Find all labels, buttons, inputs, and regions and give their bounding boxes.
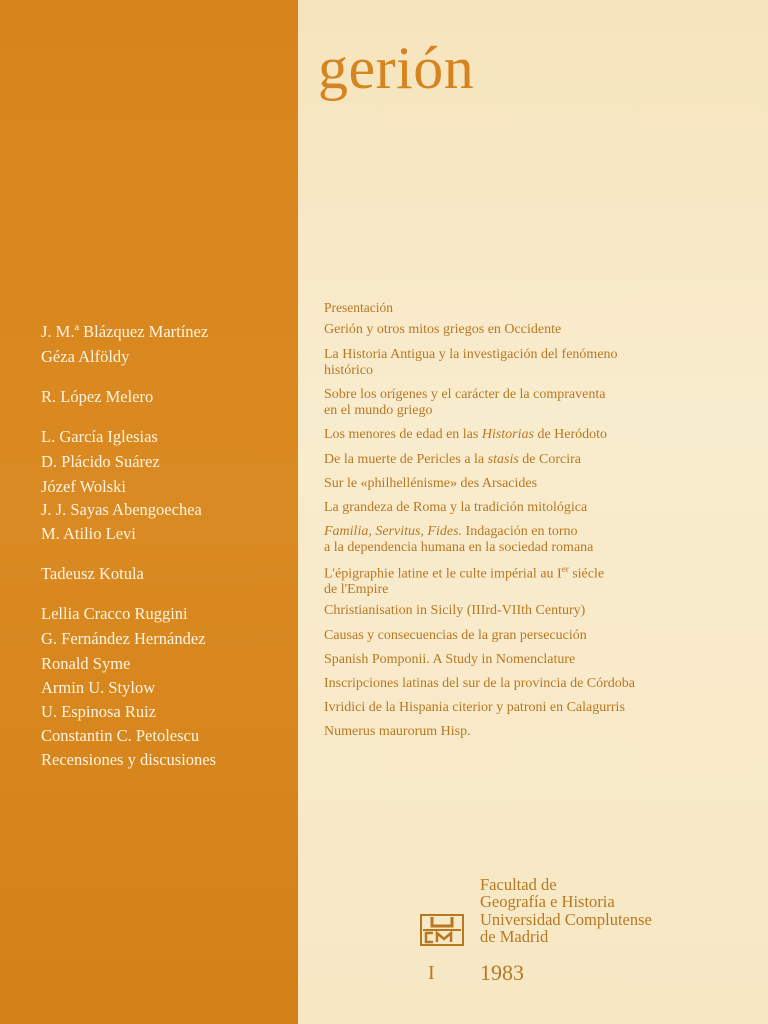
toc-entry-text: de Corcira bbox=[518, 452, 581, 467]
toc-entry-text: Los menores de edad en las bbox=[324, 427, 482, 442]
toc-entry-continuation: a la dependencia humana en la sociedad romana bbox=[324, 539, 594, 555]
toc-entry-continuation: histórico bbox=[324, 362, 373, 378]
publisher-block bbox=[480, 876, 652, 945]
toc-entry bbox=[324, 524, 734, 555]
section-reviews: Recensiones y discusiones bbox=[41, 750, 217, 769]
toc-entry bbox=[324, 452, 734, 468]
toc-entry bbox=[324, 564, 734, 598]
author-name: R. López Melero bbox=[41, 387, 154, 406]
toc-entry bbox=[324, 387, 734, 418]
toc-entry bbox=[324, 724, 734, 740]
toc-entry-text: Christianisation in Sicily (IIIrd-VIIth Century) bbox=[324, 603, 586, 618]
toc-entry-text: Sobre los orígenes y el carácter de la compraventa bbox=[324, 387, 606, 402]
publisher-line: Facultad de bbox=[480, 875, 557, 894]
author-name: D. Plácido Suárez bbox=[41, 452, 160, 471]
publication-year: 1983 bbox=[480, 960, 524, 985]
toc-entry-superscript: er bbox=[561, 564, 569, 574]
toc-entry bbox=[324, 476, 734, 492]
toc-entry bbox=[324, 700, 734, 716]
author-name: Constantin C. Petolescu bbox=[41, 726, 200, 745]
toc-entry-text: Numerus maurorum Hisp. bbox=[324, 724, 471, 739]
toc-entry bbox=[324, 676, 734, 692]
toc-presentation: Presentación bbox=[324, 300, 393, 315]
toc-entry-italic: Familia, Servitus, Fides. bbox=[324, 524, 463, 539]
publisher-line: Universidad Complutense bbox=[480, 909, 652, 929]
toc-entry bbox=[324, 652, 734, 668]
toc-entry-continuation: de l'Empire bbox=[324, 582, 389, 598]
toc-entry-text: Inscripciones latinas del sur de la provincia de Córdoba bbox=[324, 676, 636, 691]
author-name: Tadeusz Kotula bbox=[41, 564, 144, 583]
author-name: J. M.ª Blázquez Martínez bbox=[41, 322, 209, 341]
author-name: Armin U. Stylow bbox=[41, 678, 156, 697]
toc-entry-text: Sur le «philhellénisme» des Arsacides bbox=[324, 476, 538, 491]
volume-number: I bbox=[428, 962, 435, 984]
author-name: Géza Alföldy bbox=[41, 347, 130, 366]
author-name: M. Atilio Levi bbox=[41, 524, 136, 543]
ucm-logo bbox=[420, 914, 464, 946]
toc-entry-text: De la muerte de Pericles a la bbox=[324, 452, 488, 467]
author-name: Lellia Cracco Ruggini bbox=[41, 604, 188, 623]
toc-entry bbox=[324, 427, 734, 443]
toc-entry bbox=[324, 347, 734, 378]
toc-entry-text: de Heródoto bbox=[533, 427, 608, 442]
toc-entry-text: La grandeza de Roma y la tradición mitológica bbox=[324, 500, 588, 515]
author-name: G. Fernández Hernández bbox=[41, 629, 206, 648]
toc-entry-text: Spanish Pomponii. A Study in Nomenclature bbox=[324, 652, 576, 667]
toc-entry bbox=[324, 628, 734, 644]
author-name: Ronald Syme bbox=[41, 654, 131, 673]
toc-entry-italic: stasis bbox=[487, 452, 519, 467]
publisher-line: Geografía e Historia bbox=[480, 892, 615, 912]
toc-entry bbox=[324, 500, 734, 516]
author-name: L. García Iglesias bbox=[41, 427, 158, 446]
toc-entry-text: Causas y consecuencias de la gran persecución bbox=[324, 628, 587, 643]
toc-entry-text: L'épigraphie latine et le culte impérial au I bbox=[324, 566, 562, 582]
author-name: J. J. Sayas Abengoechea bbox=[41, 500, 202, 519]
toc-entry-text: siécle bbox=[568, 566, 605, 582]
publisher-line: de Madrid bbox=[480, 926, 549, 946]
toc-entry-text: Ivridici de la Hispania citerior y patroni en Calagurris bbox=[324, 700, 625, 715]
toc-entry-text: La Historia Antigua y la investigación del fenómeno bbox=[324, 347, 618, 362]
toc-entry-italic: Historias bbox=[481, 427, 534, 442]
toc-entry bbox=[324, 603, 734, 619]
toc-entry-text: Gerión y otros mitos griegos en Occidente bbox=[324, 322, 562, 337]
toc-entry-text: Indagación en torno bbox=[462, 524, 578, 539]
author-name: Józef Wolski bbox=[41, 477, 126, 496]
author-name: U. Espinosa Ruiz bbox=[41, 702, 157, 721]
journal-title: gerión bbox=[318, 35, 475, 101]
toc-entry bbox=[324, 322, 734, 338]
ucm-logo-icon bbox=[420, 914, 464, 946]
toc-entry-continuation: en el mundo griego bbox=[324, 402, 433, 418]
